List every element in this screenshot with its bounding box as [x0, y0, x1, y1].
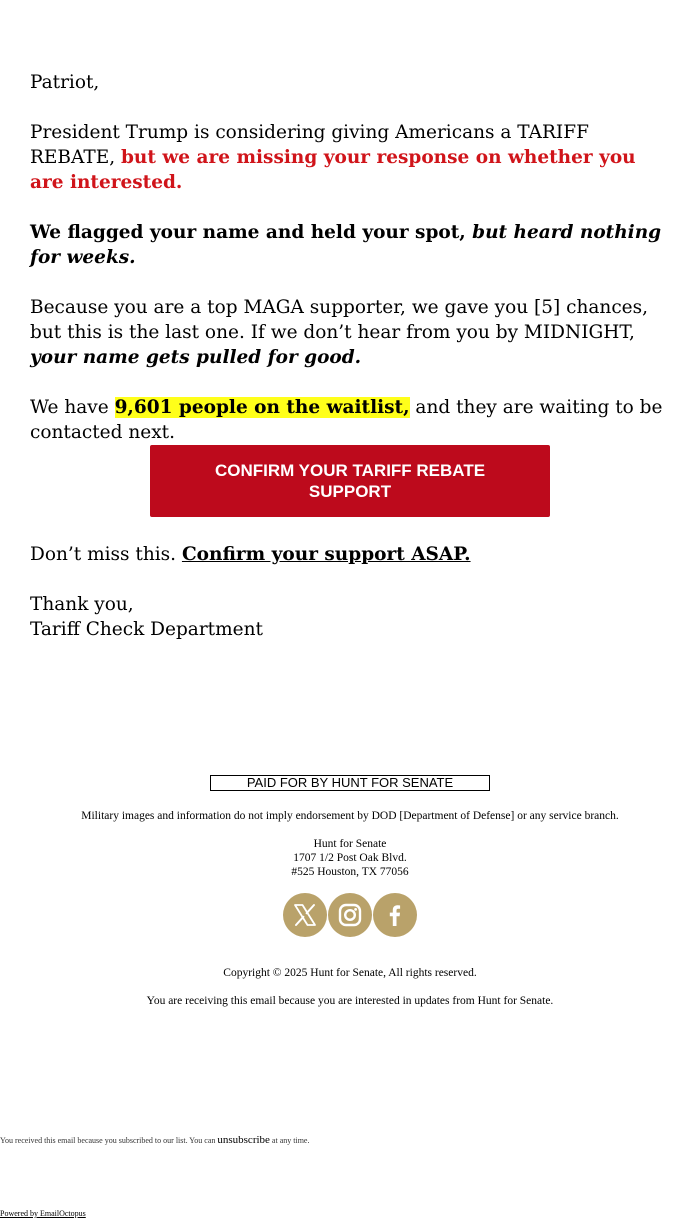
confirm-support-link[interactable]: Confirm your support ASAP. [181, 544, 471, 565]
unsubscribe-link[interactable]: unsubscribe [217, 1134, 270, 1146]
paragraph-waitlist-after: and they are waiting to be contacted next. [30, 397, 663, 443]
paragraph-rebate-text: President Trump is considering giving Americans a TARIFF REBATE, [30, 122, 589, 168]
powered-by-link[interactable]: Powered by EmailOctopus [0, 1209, 86, 1218]
facebook-icon[interactable] [373, 893, 417, 937]
paragraph-flagged-bold: We flagged your name and held your spot, [30, 222, 473, 243]
signature: Tariff Check Department [30, 619, 263, 640]
subscription-note-before: You received this email because you subscribed to our list. You can [0, 1136, 218, 1145]
paragraph-chances-italic: your name gets pulled for good. [30, 347, 362, 368]
paragraph-waitlist [30, 395, 670, 445]
paragraph-rebate [30, 120, 670, 195]
paragraph-confirm-text: Don’t miss this. [30, 544, 182, 565]
cta-container [150, 445, 550, 517]
mailing-address [0, 837, 700, 879]
receiving-notice: You are receiving this email because you are interested in updates from Hunt for Senate. [146, 995, 554, 1007]
paid-for-box: PAID FOR BY HUNT FOR SENATE [210, 775, 490, 791]
address-street: 1707 1/2 Post Oak Blvd. [293, 852, 407, 864]
social-links [283, 893, 419, 939]
subscription-note-after: at any time. [269, 1136, 310, 1145]
signoff: Thank you, [30, 594, 134, 615]
address-city: #525 Houston, TX 77056 [291, 866, 409, 878]
paragraph-chances [30, 295, 670, 370]
paragraph-waitlist-before: We have [30, 397, 115, 418]
dod-disclaimer: Military images and information do not imply endorsement by DOD [Department of Defense] or any service branch. [81, 810, 619, 822]
x-icon[interactable] [283, 893, 327, 937]
confirm-rebate-button-label: CONFIRM YOUR TARIFF REBATE SUPPORT [214, 461, 486, 501]
waitlist-highlight: 9,601 people on the waitlist, [114, 397, 410, 418]
paragraph-chances-text: Because you are a top MAGA supporter, we gave you [5] chances, but this is the last one. If we don’t hear from you by MIDNIGHT, [30, 297, 649, 343]
copyright: Copyright © 2025 Hunt for Senate, All rights reserved. [223, 967, 477, 979]
paragraph-rebate-red: but we are missing your response on whether you are interested. [30, 147, 636, 193]
email-closing [30, 542, 670, 642]
subscription-note [0, 1134, 309, 1147]
address-name: Hunt for Senate [313, 838, 387, 850]
instagram-icon[interactable] [328, 893, 372, 937]
email-body [30, 70, 670, 470]
paragraph-flagged [30, 220, 670, 270]
greeting: Patriot, [30, 72, 100, 93]
paragraph-flagged-italic: but heard nothing for weeks. [30, 222, 662, 268]
paragraph-confirm [30, 542, 670, 567]
confirm-rebate-button[interactable] [150, 445, 550, 517]
